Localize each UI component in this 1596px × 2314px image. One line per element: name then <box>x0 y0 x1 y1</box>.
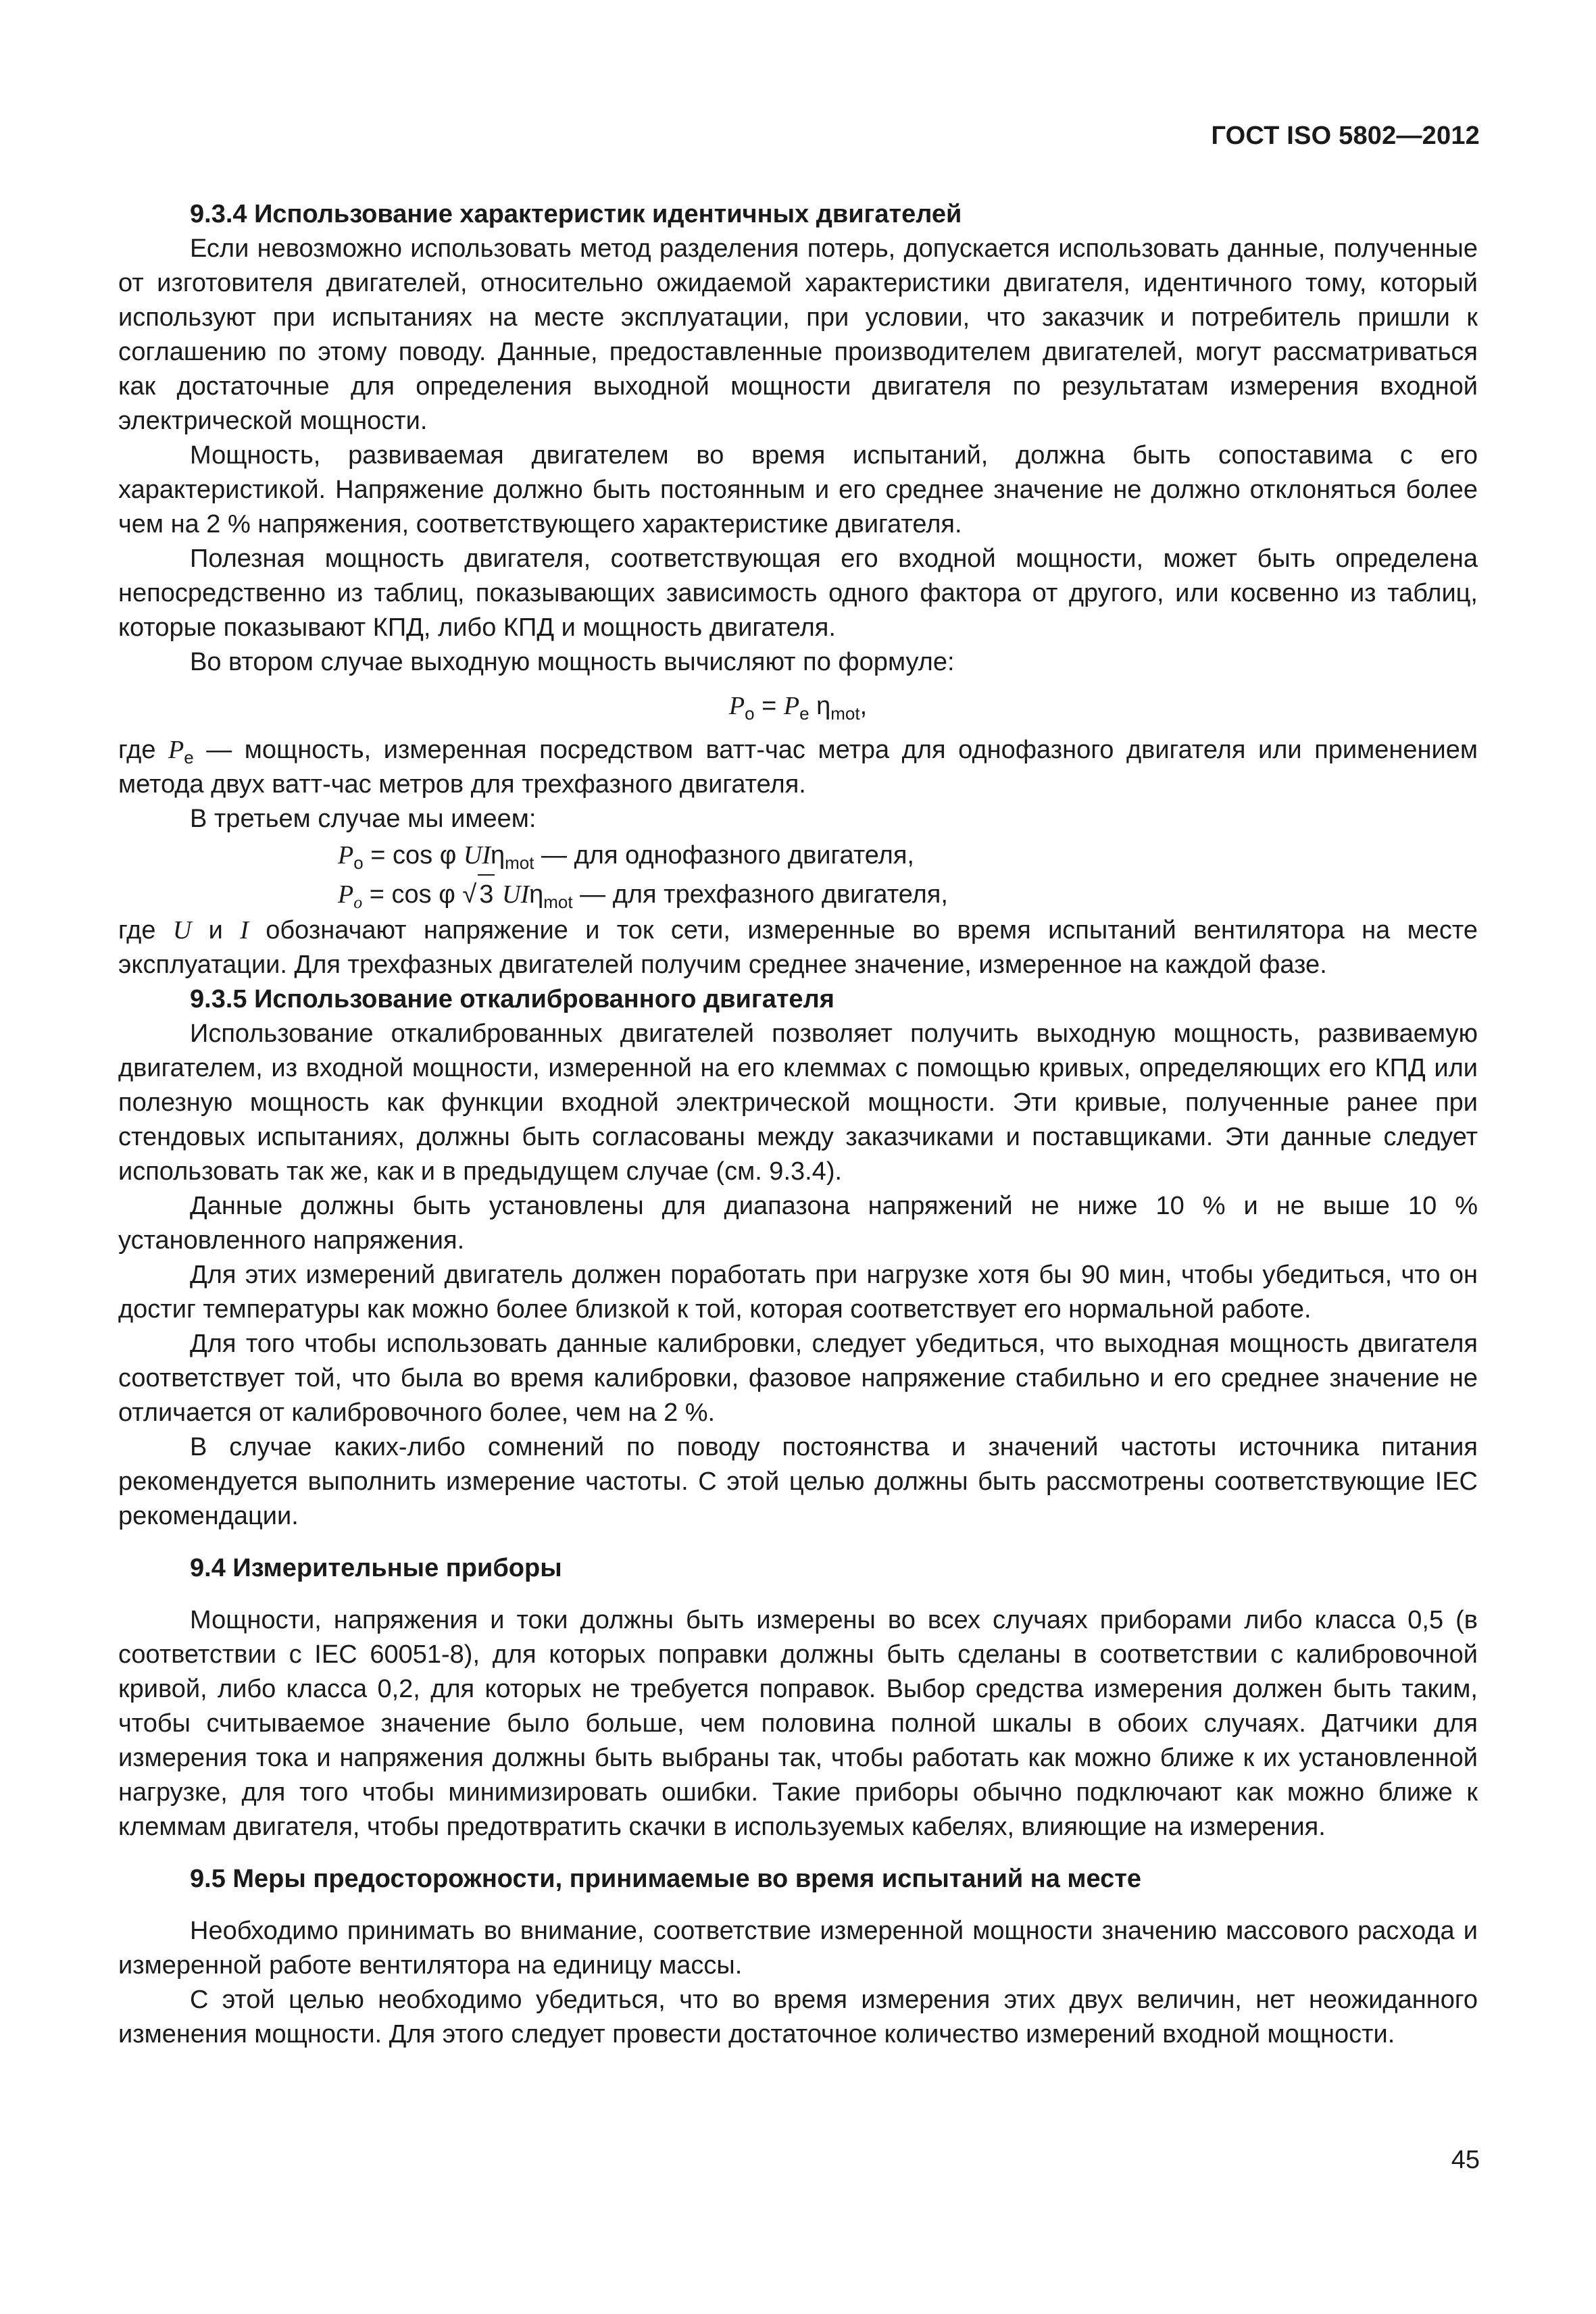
section-heading-9-5: 9.5 Меры предосторожности, принимаемые во время испытаний на месте <box>190 1865 1142 1893</box>
paragraph: Необходимо принимать во внимание, соответствие измеренной мощности значению массового расхода и измеренной работе вентилятора на единицу массы. <box>118 1917 1478 1980</box>
paragraph-where-pe: где $P_e$ — мощность, измеренная посредством ватт-час метра для однофазного двигателя или применением метода двух ватт-час метров для трехфазного двигателя. <box>118 736 1478 799</box>
paragraph: В третьем случае мы имеем: <box>190 805 537 833</box>
paragraph: Мощность, развиваемая двигателем во время испытаний, должна быть сопоставима с его характеристикой. Напряжение должно быть постоянным и его среднее значение не должно отклоняться более чем на 2 % напряжения, соответствующего характеристике двигателя. <box>118 441 1478 538</box>
formula-three-phase: $P_o = \cos \varphi$ √ 3 UIη$_{mot}$ — для трехфазного двигателя, <box>118 874 1478 913</box>
paragraph: Данные должны быть установлены для диапазона напряжений не ниже 10 % и не выше 10 % установленного напряжения. <box>118 1192 1478 1255</box>
formula-output-power: $P_o = P_e$ $\eta_{mot}$, <box>728 692 868 724</box>
section-heading-9-3-5: 9.3.5 Использование откалиброванного двигателя <box>190 985 834 1013</box>
paragraph: Во втором случае выходную мощность вычисляют по формуле: <box>190 648 955 676</box>
paragraph-where-ui: где U и I обозначают напряжение и ток сети, измеренные во время испытаний вентилятора на месте эксплуатации. Для трехфазных двигателей получим среднее значение, измеренное на каждой фазе. <box>118 916 1478 979</box>
paragraph: Если невозможно использовать метод разделения потерь, допускается использовать данные, полученные от изготовителя двигателей, относительно ожидаемой характеристики двигателя, идентичного тому, который используют при испытаниях на месте эксплуатации, при условии, что заказчик и потребитель пришли к соглашению по этому поводу. Данные, предоставленные производителем двигателей, могут рассматриваться как достаточные для определения выходной мощности двигателя по результатам измерения входной электрической мощности. <box>118 234 1478 435</box>
paragraph: Мощности, напряжения и токи должны быть измерены во всех случаях приборами либо класса 0,5 (в соответствии с IEC 60051-8), для которых поправки должны быть сделаны в соответствии с калибровочной кривой, либо класса 0,2, для которых не требуется поправок. Выбор средства измерения должен быть таким, чтобы считываемое значение было больше, чем половина полной шкалы в обоих случаях. Датчики для измерения тока и напряжения должны быть выбраны так, чтобы работать как можно ближе к их установленной нагрузке, для того чтобы минимизировать ошибки. Такие приборы обычно подключают как можно ближе к клеммам двигателя, чтобы предотвратить скачки в используемых кабелях, влияющие на измерения. <box>118 1606 1478 1841</box>
formula-single-phase: $P_o = \cos \varphi$ UIη$_{mot}$ — для однофазного двигателя, <box>338 841 914 873</box>
paragraph: С этой целью необходимо убедиться, что во время измерения этих двух величин, нет неожиданного изменения мощности. Для этого следует провести достаточное количество измерений входной мощности. <box>118 1986 1478 2048</box>
paragraph: Полезная мощность двигателя, соответствующая его входной мощности, может быть определена непосредственно из таблиц, показывающих зависимость одного фактора от другого, или косвенно из таблиц, которые показывают КПД, либо КПД и мощность двигателя. <box>118 545 1478 642</box>
paragraph: Для этих измерений двигатель должен поработать при нагрузке хотя бы 90 мин, чтобы убедиться, что он достиг температуры как можно более близкой к той, которая соответствует его нормальной работе. <box>118 1261 1478 1324</box>
section-heading-9-3-4: 9.3.4 Использование характеристик идентичных двигателей <box>190 200 962 228</box>
page-number: 45 <box>1451 2146 1480 2174</box>
standard-header: ГОСТ ISO 5802—2012 <box>1211 122 1480 150</box>
paragraph: В случае каких-либо сомнений по поводу постоянства и значений частоты источника питания рекомендуется выполнить измерение частоты. С этой целью должны быть рассмотрены соответствующие IEC рекомендации. <box>118 1433 1478 1530</box>
paragraph: Для того чтобы использовать данные калибровки, следует убедиться, что выходная мощность двигателя соответствует той, что была во время калибровки, фазовое напряжение стабильно и его среднее значение не отличается от калибровочного более, чем на 2 %. <box>118 1330 1478 1427</box>
paragraph: Использование откалиброванных двигателей позволяет получить выходную мощность, развиваемую двигателем, из входной мощности, измеренной на его клеммах с помощью кривых, определяющих его КПД или полезную мощность как функции входной электрической мощности. Эти кривые, полученные ранее при стендовых испытаниях, должны быть согласованы между заказчиками и поставщиками. Эти данные следует использовать так же, как и в предыдущем случае (см. 9.3.4). <box>118 1020 1478 1186</box>
document-body <box>118 197 1478 2052</box>
section-heading-9-4: 9.4 Измерительные приборы <box>190 1554 562 1582</box>
